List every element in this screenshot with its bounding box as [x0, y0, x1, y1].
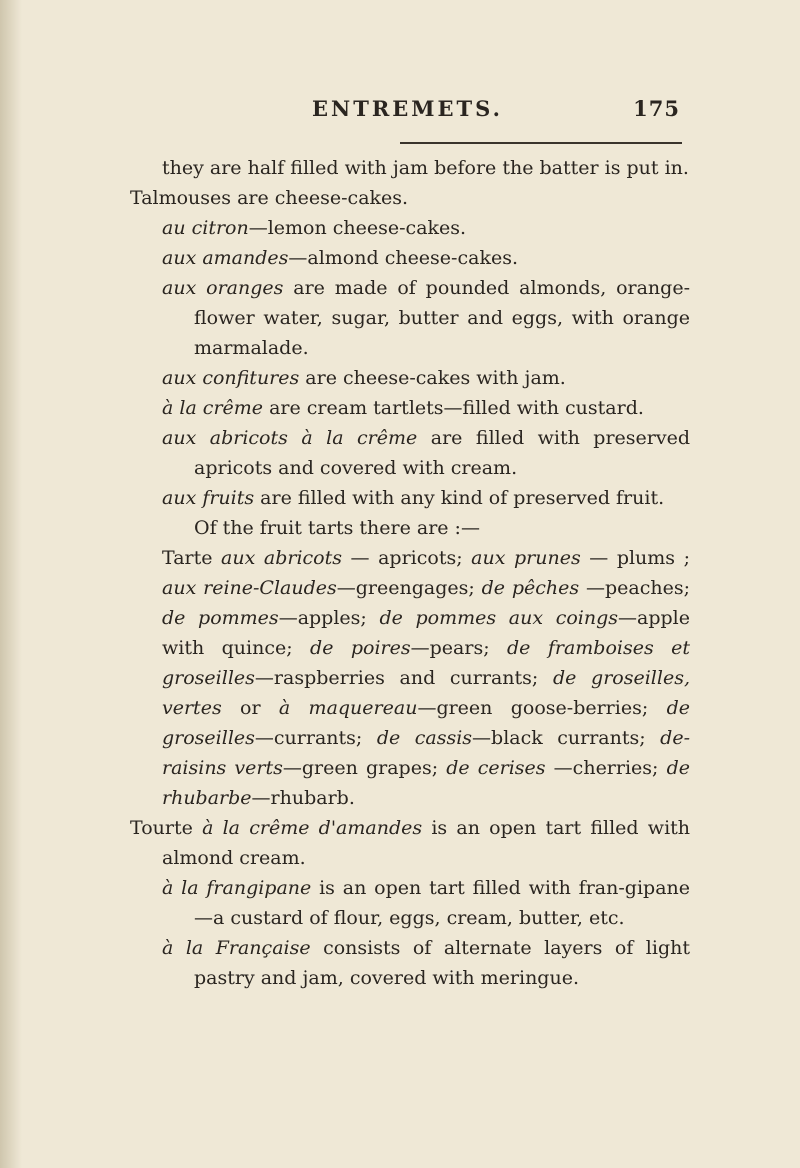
- text-run: —peaches;: [579, 577, 690, 599]
- text-run: —cherries;: [545, 757, 667, 779]
- italic-term: de cerises: [446, 757, 546, 779]
- italic-term: de cassis: [376, 727, 473, 749]
- italic-term: de framboises et groseilles: [162, 637, 691, 689]
- italic-term: de pêches: [481, 577, 580, 599]
- italic-term: au citron: [162, 217, 249, 239]
- text-run: —green grapes;: [282, 757, 447, 779]
- text-run: — apricots;: [342, 547, 472, 569]
- italic-term: aux abricots à la crême: [162, 427, 418, 449]
- italic-term: de-raisins verts: [162, 727, 690, 779]
- text-run: are cream tartlets—filled with custard.: [263, 397, 644, 419]
- text-run: are filled with any kind of preserved fruit.: [254, 487, 665, 509]
- text-run: — plums ;: [580, 547, 691, 569]
- body-text: [130, 153, 690, 993]
- paragraph: [130, 393, 690, 423]
- text-run: —greengages;: [336, 577, 482, 599]
- italic-term: à la frangipane: [162, 877, 312, 899]
- text-run: —currants;: [254, 727, 377, 749]
- header-rule: [400, 142, 682, 144]
- italic-term: aux abricots: [221, 547, 342, 569]
- italic-term: aux amandes: [162, 247, 289, 269]
- italic-term: de poires: [310, 637, 411, 659]
- paragraph: [130, 873, 690, 933]
- paragraph: [130, 813, 690, 873]
- paragraph: [130, 513, 690, 543]
- paragraph: [130, 363, 690, 393]
- italic-term: aux prunes: [471, 547, 581, 569]
- paragraph: [130, 243, 690, 273]
- paragraph: [130, 183, 690, 213]
- italic-term: aux fruits: [162, 487, 255, 509]
- paragraph: [130, 483, 690, 513]
- text-run: —apples;: [278, 607, 380, 629]
- running-title: ENTREMETS.: [312, 96, 503, 121]
- paragraph: [130, 153, 690, 183]
- paragraph: [130, 423, 690, 483]
- italic-term: à la Française: [162, 937, 311, 959]
- text-run: Tarte: [162, 547, 222, 569]
- italic-term: à maquereau: [278, 697, 418, 719]
- text-run: —pears;: [410, 637, 508, 659]
- text-run: is an open tart filled with almond cream.: [162, 817, 691, 869]
- text-run: —rhubarb.: [251, 787, 355, 809]
- text-run: they are half filled with jam before the batter is put in.: [162, 157, 689, 179]
- paragraph: [130, 273, 690, 363]
- text-run: Of the fruit tarts there are :—: [194, 517, 480, 539]
- page-edge-shadow: [0, 0, 22, 1168]
- text-run: —almond cheese-cakes.: [288, 247, 518, 269]
- italic-term: aux confitures: [162, 367, 300, 389]
- text-run: Talmouses are cheese-cakes.: [130, 187, 409, 209]
- paragraph: [130, 543, 690, 813]
- text-run: are cheese-cakes with jam.: [299, 367, 566, 389]
- italic-term: de pommes: [162, 607, 279, 629]
- italic-term: de groseilles: [162, 697, 690, 749]
- text-run: are made of pounded almonds, orange-flower water, sugar, butter and eggs, with orange marmalade.: [194, 277, 690, 359]
- italic-term: aux oranges: [162, 277, 284, 299]
- italic-term: de groseilles, vertes: [162, 667, 690, 719]
- page-number: 175: [633, 96, 680, 121]
- text-run: is an open tart filled with fran-gipane—a custard of flour, eggs, cream, butter, etc.: [194, 877, 690, 929]
- text-run: Tourte: [130, 817, 203, 839]
- text-run: consists of alternate layers of light pastry and jam, covered with meringue.: [194, 937, 690, 989]
- italic-term: de rhubarbe: [162, 757, 690, 809]
- text-run: —green goose-berries;: [417, 697, 667, 719]
- italic-term: aux reine-Claudes: [162, 577, 337, 599]
- paragraph: [130, 213, 690, 243]
- text-run: or: [221, 697, 279, 719]
- text-run: —lemon cheese-cakes.: [248, 217, 467, 239]
- italic-term: à la crême: [162, 397, 264, 419]
- italic-term: à la crême d'amandes: [202, 817, 423, 839]
- text-run: are filled with preserved apricots and covered with cream.: [194, 427, 691, 479]
- text-run: —black currants;: [472, 727, 661, 749]
- text-run: —raspberries and currants;: [254, 667, 553, 689]
- paragraph: [130, 933, 690, 993]
- text-run: —apple with quince;: [162, 607, 691, 659]
- italic-term: de pommes aux coings: [379, 607, 619, 629]
